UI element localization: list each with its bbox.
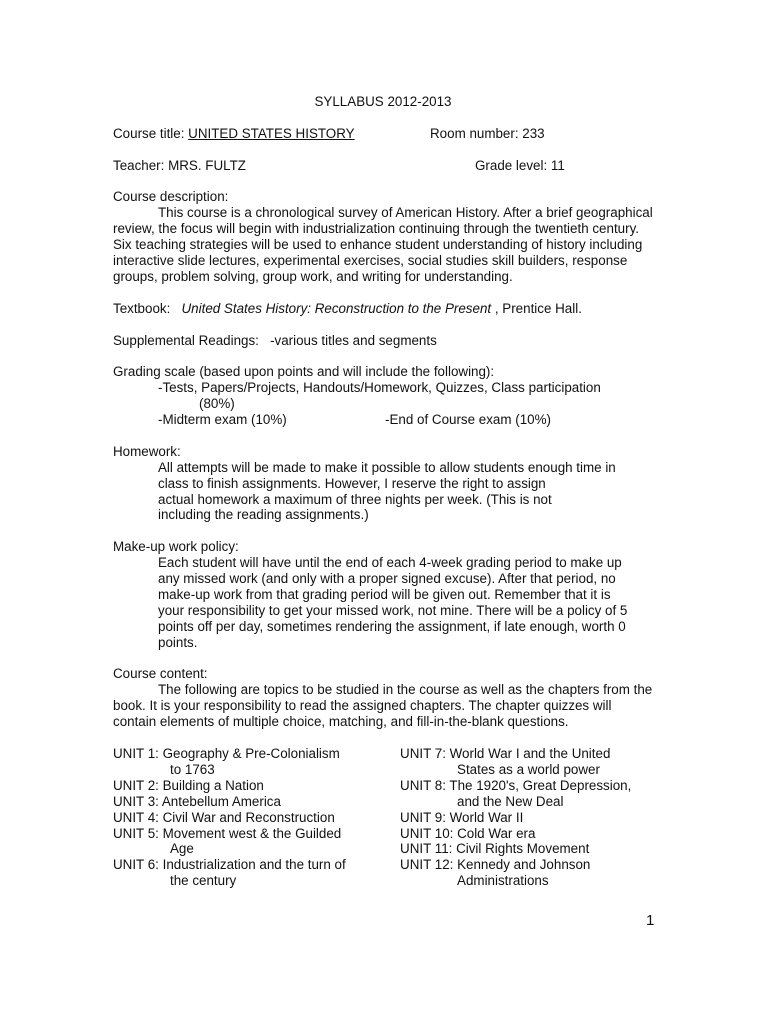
unit-item-cont: the century [170,873,237,889]
makeup-line: points. [158,634,198,650]
grading-exams [113,412,653,428]
unit-item: UNIT 11: Civil Rights Movement [400,841,590,857]
makeup-line: points off per day, sometimes rendering the assignment, if late enough, worth 0 [158,618,626,634]
homework-line: class to finish assignments. However, I reserve the right to assign [158,475,546,491]
unit-list [113,746,653,889]
supplemental-value: -various titles and segments [270,332,437,348]
homework-line: including the reading assignments.) [158,507,369,523]
grade-level: Grade level: 11 [475,157,565,173]
textbook-label: Textbook: [113,300,171,316]
course-title-label: Course title: [113,125,189,141]
grading-line1-cont: (80%) [199,396,235,412]
unit-item: UNIT 9: World War II [400,809,524,825]
unit-item-cont: and the New Deal [457,793,564,809]
supplemental-label: Supplemental Readings: [113,332,259,348]
textbook-title: United States History: Reconstruction to the Present [181,300,492,316]
course-title-value: UNITED STATES HISTORY [188,125,355,141]
makeup-line: any missed work (and only with a proper signed excuse). After that period, no [158,571,616,587]
unit-item: UNIT 7: World War I and the United [400,746,611,761]
homework-label: Homework: [113,443,181,459]
description-text: This course is a chronological survey of American History. After a brief geographical review, the focus will begin with industrialization continuing through the twentieth century. Six teaching strategies will be used to enhance student understanding of history including interactive slide lectures, experimental exercises, social studies skill builders, response groups, problem solving, group work, and writing for understanding. [113,205,653,284]
unit-item: UNIT 3: Antebellum America [113,793,281,809]
unit-item: UNIT 2: Building a Nation [113,777,264,793]
unit-column-left [113,746,400,889]
grading-final: -End of Course exam (10%) [385,412,551,428]
homework-text [113,460,653,524]
makeup-line: your responsibility to get your missed work, not mine. There will be a policy of 5 [158,602,628,618]
unit-item-cont: Administrations [457,873,549,889]
teacher: Teacher: MRS. FULTZ [113,157,246,173]
unit-item: UNIT 1: Geography & Pre-Colonialism [113,746,340,761]
grading-line1: -Tests, Papers/Projects, Handouts/Homework, Quizzes, Class participation [158,380,601,396]
unit-item-cont: to 1763 [170,761,215,777]
unit-item: UNIT 8: The 1920's, Great Depression, [400,777,632,793]
unit-item: UNIT 10: Cold War era [400,825,536,841]
content-label: Course content: [113,666,208,682]
makeup-line: Each student will have until the end of each 4-week grading period to make up [158,555,622,571]
unit-item: UNIT 12: Kennedy and Johnson [400,857,591,873]
grading-label: Grading scale (based upon points and will include the following): [113,364,495,380]
course-title [113,126,430,142]
content-text: The following are topics to be studied in the course as well as the chapters from the book. It is your responsibility to read the assigned chapters. The chapter quizzes will contain elements of multiple choice, matching, and fill-in-the-blank questions. [113,682,653,730]
makeup-label: Make-up work policy: [113,539,239,555]
teacher-row [113,158,653,174]
homework-line: actual homework a maximum of three nights per week. (This is not [158,491,552,507]
unit-item: UNIT 5: Movement west & the Guilded [113,825,342,841]
textbook-publisher: , Prentice Hall. [491,300,582,316]
page-number: 1 [646,912,655,929]
unit-item-cont: Age [170,841,194,857]
syllabus-page [113,94,653,889]
supplemental [113,333,653,349]
unit-item: UNIT 4: Civil War and Reconstruction [113,809,335,825]
homework-line: All attempts will be made to make it possible to allow students enough time in [158,459,616,475]
course-row [113,126,653,142]
makeup-line: make-up work from that grading period will be given out. Remember that it is [158,586,611,602]
grading-midterm: -Midterm exam (10%) [158,412,287,428]
unit-item: UNIT 6: Industrialization and the turn of [113,857,346,873]
textbook [113,301,653,317]
description-label: Course description: [113,189,229,205]
page-title: SYLLABUS 2012-2013 [314,94,452,109]
unit-item-cont: States as a world power [457,761,600,777]
room-number: Room number: 233 [430,125,545,141]
makeup-text [113,555,653,650]
unit-column-right [400,746,653,889]
